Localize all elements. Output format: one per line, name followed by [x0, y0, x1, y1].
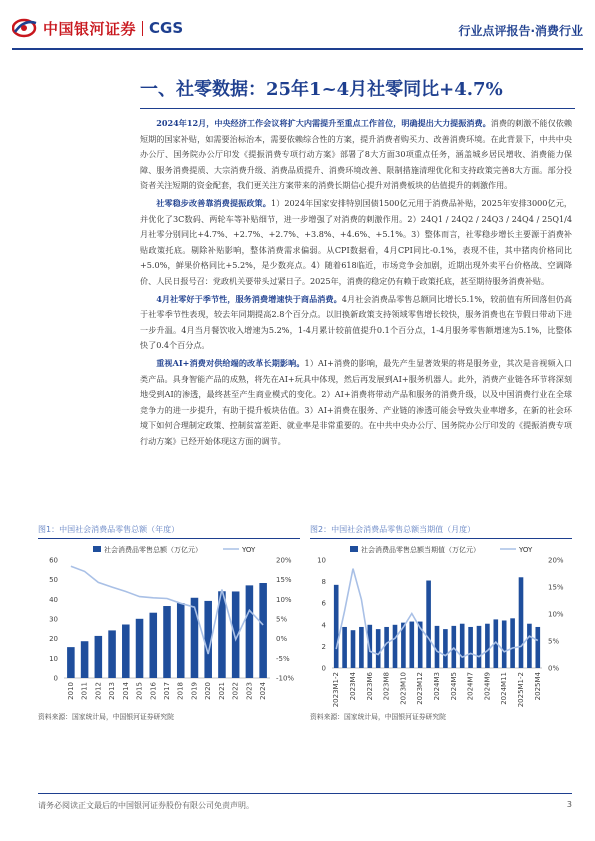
- bar: [409, 622, 414, 668]
- bar: [443, 629, 448, 668]
- galaxy-logo-icon: [12, 17, 38, 39]
- y-tick-label: 30: [49, 615, 58, 624]
- y-tick-label: 2: [321, 642, 326, 651]
- x-tick-label: 2025M1-2: [517, 672, 525, 707]
- bar: [426, 581, 431, 668]
- figure-1-caption: 图1：中国社会消费品零售总额（年度）: [38, 524, 300, 539]
- bar: [136, 619, 144, 678]
- bar: [108, 630, 116, 678]
- paragraph-lead: 重视AI+消费对供给端的改革长期影响。: [156, 357, 305, 368]
- x-tick-label: 2014: [121, 682, 130, 700]
- bar: [259, 583, 267, 678]
- logo-chinese-name: 中国银河证券: [43, 19, 137, 38]
- x-tick-label: 2023M6: [365, 672, 374, 701]
- body-text: [140, 116, 572, 451]
- bar: [519, 577, 524, 668]
- y-tick-label: 60: [49, 556, 58, 565]
- x-tick-label: 2013: [108, 682, 117, 700]
- y2-tick-label: -10%: [276, 674, 295, 683]
- y2-tick-label: 20%: [548, 556, 564, 565]
- bar: [485, 624, 490, 668]
- y-tick-label: 0: [321, 664, 326, 673]
- x-tick-label: 2012: [94, 682, 103, 700]
- bar: [502, 620, 507, 668]
- x-tick-label: 2020: [204, 682, 213, 700]
- x-tick-label: 2015: [135, 682, 144, 700]
- header-divider: [12, 48, 583, 50]
- report-category: 行业点评报告·消费行业: [458, 24, 583, 38]
- paragraph-body: 4月社会消费品零售总额同比增长5.1%，较前值有所回落但仍高于社零季节性表现，较去年同期提高2.8个百分点。以旧换新政策支持领域零售增长较快，服务消费也在节假日带动下进一步升温。4月当月餐饮收入增速为5.2%，1-4月累计较前值提升0.1个百分点，1-4月服务零售额增速为5.1%，比整体快了0.4个百分点。: [140, 293, 573, 351]
- x-tick-label: 2016: [149, 682, 158, 700]
- bar: [359, 627, 364, 668]
- bar: [527, 624, 532, 668]
- logo-english-name: CGS: [149, 19, 184, 37]
- legend-bar-label: 社会消费品零售总额当期值（万亿元）: [361, 546, 480, 554]
- y2-tick-label: -5%: [276, 654, 290, 663]
- paragraph-lead: 4月社零好于季节性，服务消费增速快于商品消费。: [156, 293, 342, 304]
- x-tick-label: 2019: [190, 682, 199, 700]
- footer-disclaimer: 请务必阅读正文最后的中国银河证券股份有限公司免责声明。: [38, 801, 254, 810]
- y2-tick-label: 10%: [276, 595, 292, 604]
- monthly-retail-chart: [310, 542, 572, 707]
- x-tick-label: 2024M3: [433, 672, 441, 701]
- legend-line-label: YOY: [519, 546, 533, 554]
- x-tick-label: 2024M5: [449, 672, 458, 701]
- legend-bar-swatch: [350, 546, 358, 552]
- x-tick-label: 2024M7: [466, 672, 475, 701]
- figure-2: [310, 524, 572, 707]
- bar: [67, 647, 75, 678]
- bar: [95, 636, 103, 678]
- bar: [81, 641, 89, 678]
- bar: [393, 625, 398, 668]
- paragraph-lead: 2024年12月，中央经济工作会议将扩大内需提升至重点工作首位，明确提出大力提振消费。: [156, 118, 491, 128]
- paragraph-body: 消费的刺激不能仅依赖短期的国家补贴，如需要治标治本，需要依赖综合性的方案，提升消费者购买力、改善消费环境。在此背景下，中共中央办公厅、国务院办公厅印发《提振消费专项行动方案》部署了8大方面30项重点任务，涵盖城乡居民增收、消费能力保障、服务消费提质、大宗消费升级、消费品质提升、消费环境改善、限制措施清理优化和支持政策完善8大方面。部分投资者关注短期的资金配套，我们更关注方案带来的消费长期信心提升对消费板块的估值提升的刺激作用。: [140, 118, 572, 191]
- y-tick-label: 6: [321, 599, 326, 608]
- y2-tick-label: 15%: [276, 576, 292, 585]
- company-logo: [12, 17, 183, 39]
- x-tick-label: 2023M1-2: [332, 672, 341, 707]
- paragraph: [140, 116, 572, 194]
- figure-1: [38, 524, 300, 707]
- x-tick-label: 2023M8: [382, 672, 391, 701]
- y2-tick-label: 5%: [276, 615, 288, 624]
- legend-bar-label: 社会消费品零售总额（万亿元）: [104, 546, 202, 554]
- y-tick-label: 4: [321, 621, 326, 630]
- paragraph-body: 1）AI+消费的影响，最先产生显著效果的将是服务业，其次是音视频入口类产品。具身智能产品的成熟，将先在AI+玩具中体现，然后再发展到AI+服务机器人。此外，消费产业链各环节将深刻地受到AI的渗透，最终甚至产生商业模式的变化。2）AI+消费将带动产品和服务的消费升级，以及中国消费行业在全球竞争力的进一步提升，有助于提升板块估值。3）AI+消费在服务、产业链的渗透可能会导致失业率增多，在新的社会环境下如何合理制定政策、控制贫富差距、就业率是非常重要的。在中共中央办公厅、国务院办公厅印发的《提振消费专项行动方案》已经开始体现这方面的调节。: [140, 357, 572, 446]
- page-number: 3: [566, 800, 572, 809]
- x-tick-label: 2024M11: [500, 672, 509, 705]
- paragraph: [140, 292, 572, 354]
- x-tick-label: 2023M12: [416, 672, 425, 705]
- x-tick-label: 2024M9: [483, 672, 492, 701]
- y-tick-label: 10: [49, 654, 58, 663]
- legend-bar-swatch: [93, 546, 101, 552]
- x-tick-label: 2011: [80, 682, 89, 700]
- bar: [342, 627, 347, 668]
- x-tick-label: 2023M10: [399, 672, 408, 705]
- bar: [435, 626, 440, 668]
- bar: [122, 625, 130, 678]
- x-tick-label: 2018: [176, 682, 185, 700]
- x-tick-label: 2010: [66, 682, 75, 700]
- y-tick-label: 40: [49, 595, 58, 604]
- figure-2-caption: 图2：中国社会消费品零售总额当期值（月度）: [310, 524, 572, 539]
- y2-tick-label: 20%: [276, 556, 292, 565]
- x-tick-label: 2023M4: [349, 672, 357, 701]
- y-tick-label: 8: [321, 578, 326, 587]
- bar: [477, 626, 482, 668]
- bar: [334, 585, 339, 668]
- figure-1-source: 资料来源：国家统计局，中国银河证券研究院: [38, 713, 174, 721]
- x-tick-label: 2022: [231, 682, 240, 700]
- y2-tick-label: 0%: [276, 635, 288, 644]
- bar: [351, 630, 356, 668]
- footer-divider: [38, 793, 572, 794]
- paragraph-body: 1）2024年国家安排特别国债1500亿元用于消费品补贴，2025年安排3000亿元，并优化了3C数码、两轮车等补贴细节，进一步增强了对消费的刺激作用。2）24Q1 / 24Q2 / 24Q3 / 24Q4 / 25Q1/4月社零分别同比+4.7%、+2.7%、+2.7%、+3.8%、+4.6%、+5.1%。3）整体而言，社零稳步增长主要源于消费补贴政策托底。剔除补贴影响，整体消费需求偏弱。从CPI数据看，4月CPI同比-0.1%，表现不佳，其中猪肉价格同比+5.0%，鲜果价格同比+5.2%，是少数亮点。4）随着618临近，市场竞争会加剧，近期出现外卖平台价格战、空调降价、人民日报号召：党政机关要带头过紧日子。2025年，消费的稳定仍有赖于政策托底，甚至期待服务消费补贴。: [140, 197, 572, 286]
- x-tick-label: 2025M4: [533, 672, 542, 701]
- y-tick-label: 20: [49, 635, 58, 644]
- y-tick-label: 50: [49, 576, 58, 585]
- bar: [384, 627, 389, 668]
- y2-tick-label: 5%: [548, 637, 560, 646]
- legend-line-label: YOY: [242, 546, 256, 554]
- logo-divider: [142, 21, 143, 36]
- paragraph-lead: 社零稳步改善靠消费提振政策。: [156, 197, 271, 208]
- annual-retail-chart: [38, 542, 300, 707]
- bar: [468, 627, 473, 668]
- page-header: [0, 0, 595, 60]
- bar: [376, 629, 381, 668]
- y2-tick-label: 0%: [548, 664, 560, 673]
- bar: [149, 613, 157, 678]
- paragraph: [140, 356, 572, 450]
- x-tick-label: 2024: [259, 682, 268, 700]
- figure-2-source: 资料来源：国家统计局，中国银河证券研究院: [310, 713, 446, 721]
- bar: [535, 627, 540, 668]
- x-tick-label: 2017: [163, 682, 171, 700]
- paragraph: [140, 196, 572, 290]
- y-tick-label: 0: [53, 674, 58, 683]
- x-tick-label: 2021: [217, 682, 226, 700]
- y2-tick-label: 15%: [548, 583, 564, 592]
- y2-tick-label: 10%: [548, 610, 564, 619]
- bar: [177, 603, 185, 678]
- bar: [163, 606, 171, 678]
- x-tick-label: 2023: [245, 682, 254, 700]
- bar: [460, 624, 465, 668]
- bar: [510, 618, 515, 668]
- section-title: 一、社零数据：25年1~4月社零同比+4.7%: [140, 75, 575, 109]
- y-tick-label: 10: [317, 556, 326, 565]
- bar: [246, 585, 254, 678]
